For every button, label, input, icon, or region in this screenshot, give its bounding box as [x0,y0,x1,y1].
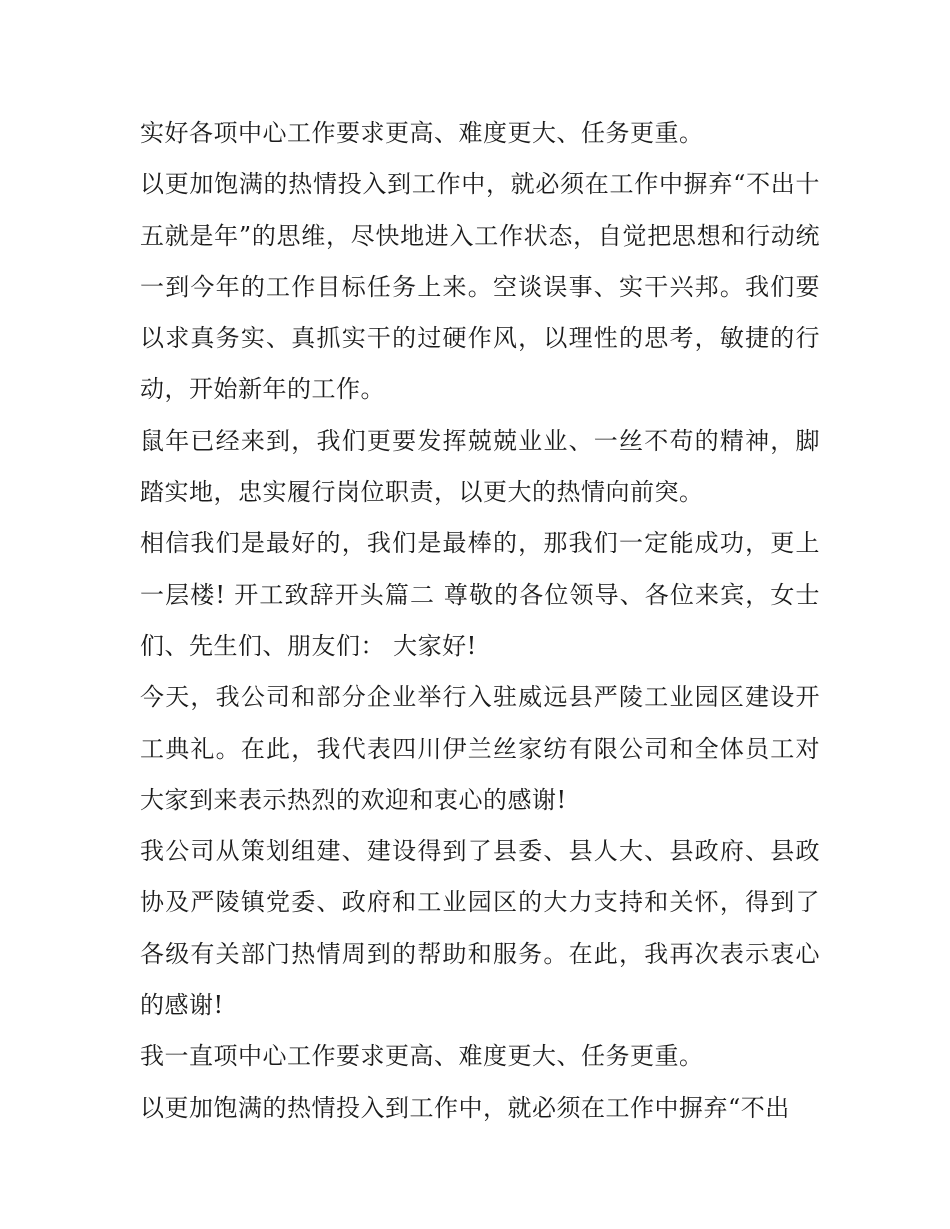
paragraph: 我一直项中心工作要求更高、难度更大、任务更重。 [140,1042,704,1071]
paragraph: 实好各项中心工作要求更高、难度更大、任务更重。 [140,119,704,147]
document-body [140,108,820,1134]
paragraph: 我公司从策划组建、建设得到了县委、县人大、县政府、县政协及严陵镇党委、政府和工业园区的大力支持和关怀，得到了各级有关部门热情周到的帮助和服务。在此，我再次表示衷心的感谢! [140,837,820,1020]
paragraph: 鼠年已经来到，我们更要发挥兢兢业业、一丝不苟的精神，脚踏实地，忠实履行岗位职责，以更大的热情向前突。 [140,426,820,507]
paragraph: 以更加饱满的热情投入到工作中，就必须在工作中摒弃“不出十五就是年”的思维，尽快地进入工作状态，自觉把思想和行动统一到今年的工作目标任务上来。空谈误事、实干兴邦。我们要以求真务实、真抓实干的过硬作风，以理性的思考，敏捷的行动，开始新年的工作。 [140,170,820,404]
paragraph: 以更加饱满的热情投入到工作中，就必须在工作中摒弃“不出 [140,1093,790,1122]
paragraph: 今天，我公司和部分企业举行入驻威远县严陵工业园区建设开工典礼。在此，我代表四川伊兰丝家纺有限公司和全体员工对大家到来表示热烈的欢迎和衷心的感谢! [140,683,820,814]
paragraph: 相信我们是最好的，我们是最棒的，那我们一定能成功，更上一层楼! 开工致辞开头篇二 尊敬的各位领导、各位来宾，女士们、先生们、朋友们： 大家好! [140,529,820,660]
